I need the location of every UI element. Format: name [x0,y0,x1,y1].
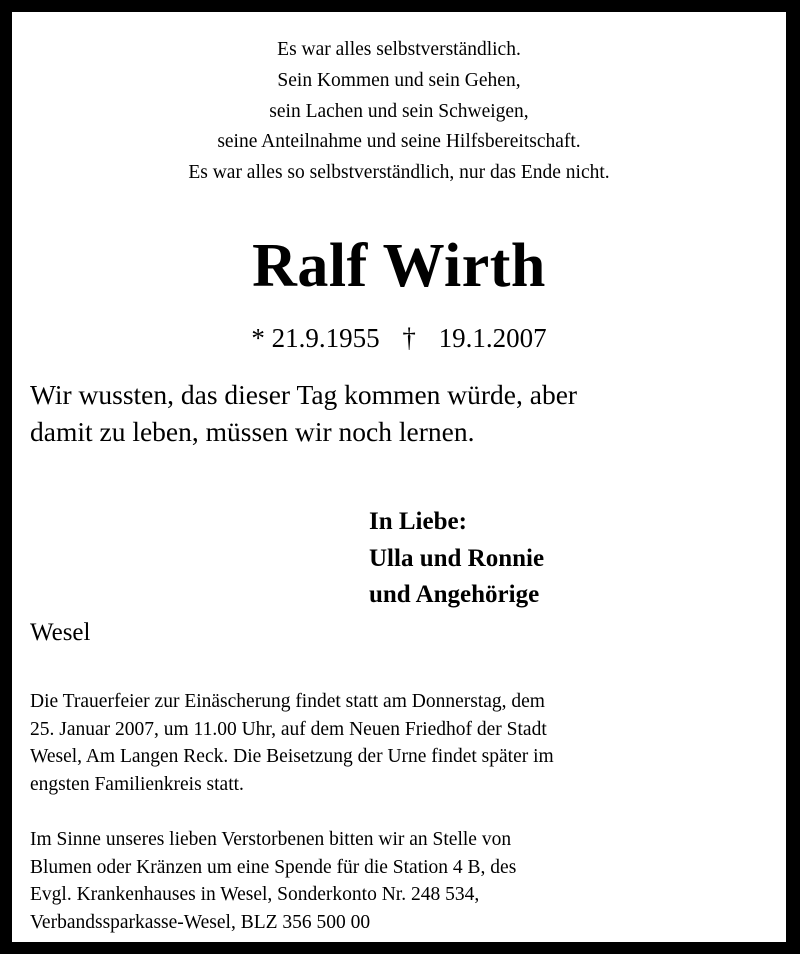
verse-line: Es war alles selbstverständlich. [277,39,521,60]
verse-line: Sein Kommen und sein Gehen, [277,69,521,91]
verse-line: seine Anteilnahme und seine Hilfsbereitschaft. [217,131,581,153]
mourning-sentence [30,376,780,450]
paragraph-line: Evgl. Krankenhauses in Wesel, Sonderkonto Nr. 248 534, [30,884,480,905]
deceased-name: Ralf Wirth [252,232,546,300]
life-dates [12,318,786,358]
mourners-signature [369,504,544,614]
paragraph-line: 25. Januar 2007, um 11.00 Uhr, auf dem Neuen Friedhof der Stadt [30,718,547,740]
death-cross-icon: † [402,323,416,353]
paragraph-line: Die Trauerfeier zur Einäscherung findet statt am Donnerstag, dem [30,691,545,712]
signature-line: Ulla und Ronnie [369,544,545,572]
place-name: Wesel [30,619,91,646]
donation-info-paragraph [30,826,790,936]
memorial-verse [12,35,786,189]
paragraph-line: Wesel, Am Langen Reck. Die Beisetzung der Urne findet später im [30,746,554,767]
birth-date: 21.9.1955 [271,323,380,353]
funeral-info-paragraph [30,688,790,798]
signature-line: In Liebe: [369,508,467,535]
paragraph-line: Im Sinne unseres lieben Verstorbenen bitten wir an Stelle von [30,829,512,850]
verse-line: sein Lachen und sein Schweigen, [269,100,529,122]
verse-line: Es war alles so selbstverständlich, nur das Ende nicht. [188,162,610,184]
birth-symbol: * [251,323,265,353]
paragraph-line: Blumen oder Kränzen um eine Spende für die Station 4 B, des [30,856,517,878]
death-date: 19.1.2007 [438,323,547,353]
sentence-line: Wir wussten, das dieser Tag kommen würde, aber [30,379,578,410]
sentence-line: damit zu leben, müssen wir noch lernen. [30,416,475,447]
signature-line: und Angehörige [369,581,540,608]
paragraph-line: engsten Familienkreis statt. [30,773,244,795]
paragraph-line: Verbandssparkasse-Wesel, BLZ 356 500 00 [30,911,371,933]
